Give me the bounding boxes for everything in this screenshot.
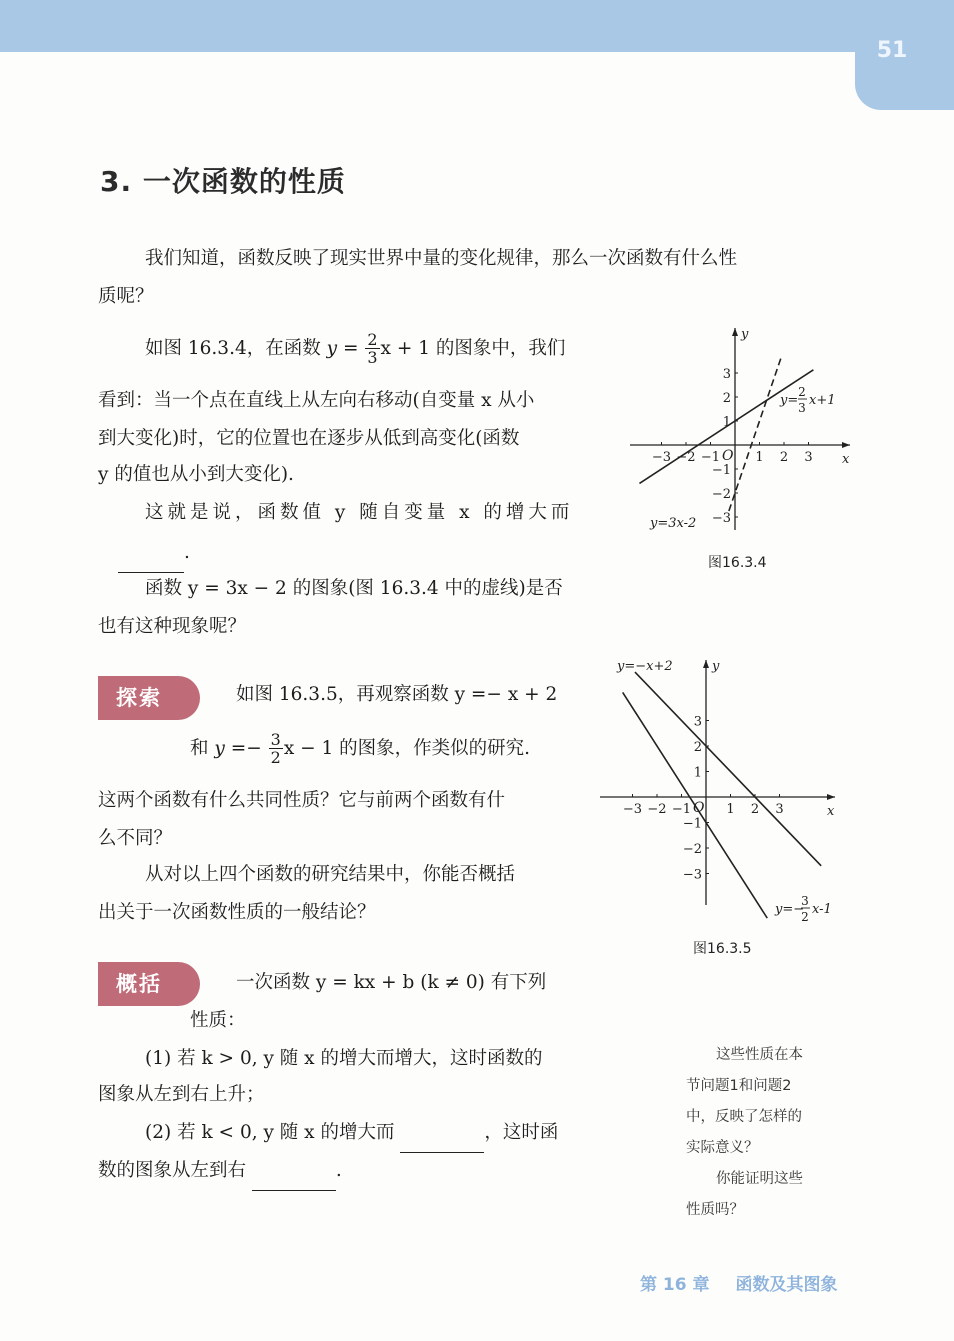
item2-end: . [335,1160,342,1181]
intro-line-1: 我们知道，函数反映了现实世界中量的变化规律，那么一次函数有什么性 [145,248,738,269]
figure-caption-16-3-4: 图16.3.4 [708,555,767,571]
para2-line-1: 这就是说，函数值 y 随自变量 x 的增大而 [145,502,574,523]
note-line: 中，反映了怎样的 [686,1109,802,1125]
summary-item-1-a: (1) 若 k > 0, y 随 x 的增大而增大，这时函数的 [145,1048,543,1069]
explore-line-3: 这两个函数有什么共同性质？它与前两个函数有什 [98,790,506,811]
note-line: 实际意义？ [686,1140,759,1156]
x-tick-label: 3 [804,450,813,465]
series-label-1-den: 3 [798,401,806,415]
series-label-2: y=− [775,902,805,917]
frac-den: 2 [270,748,281,767]
series-label-1-tail: x+1 [809,393,836,408]
item2-b-text: 数的图象从左到右 [98,1160,247,1181]
x-tick-label: 1 [755,450,764,465]
x-tick-label: −2 [647,802,667,817]
intro-line-2: 质呢？ [98,286,154,307]
summary-tag: 概括 [98,962,200,1006]
figure-16-3-5 [595,650,865,935]
explore-line-4: 么不同？ [98,828,173,849]
explore-tag: 探索 [98,676,200,720]
x-tick-label: 2 [779,450,789,465]
explore-line-1: 如图 16.3.5，再观察函数 y =− x + 2 [236,684,558,705]
origin-label: O [693,800,705,816]
y-tick-label: 1 [722,415,731,430]
para2-period: . [184,542,190,563]
x-axis-label: x [827,804,835,819]
fraction-2-3 [365,332,379,366]
series-label-1: y= [780,393,799,408]
x-axis-arrow-icon [827,794,835,800]
note-line: 性质吗？ [686,1202,744,1218]
origin-label: O [722,448,734,464]
footer-chapter: 第 16 章 [640,1275,710,1295]
page-number: 51 [876,38,908,63]
section-title: 3. 一次函数的性质 [100,165,346,198]
explore-line-6: 出关于一次函数性质的一般结论？ [98,902,376,923]
item2-mid: ，这时函 [484,1122,559,1143]
explore-y-eq: y =− [214,738,262,759]
explore-line-2-end: x − 1 的图象，作类似的研究. [283,738,531,759]
para1-y-eq: y = [326,338,359,359]
para1-line-3: 到大变化)时，它的位置也在逐步从低到高变化(函数 [98,428,520,449]
note-line: 这些性质在本 [716,1047,803,1063]
x-tick-label: −1 [671,802,692,817]
para1-text-b: x + 1 的图象中，我们 [380,338,566,359]
answer-blank-2[interactable] [400,1114,484,1153]
y-tick-label: −3 [711,511,731,526]
x-tick-label: −1 [700,450,721,465]
answer-blank-1[interactable] [118,534,184,573]
series-line-1 [635,672,821,866]
y-axis-arrow-icon [732,328,738,336]
x-tick-label: −3 [651,450,672,465]
series-label-2-tail: x-1 [812,902,832,917]
figure-16-3-4 [620,320,860,550]
x-tick-label: 1 [726,802,735,817]
footer [640,1270,864,1295]
fraction-3-2 [269,732,283,766]
y-tick-label: 3 [722,367,731,382]
summary-line-2: 性质： [190,1010,246,1031]
item2-text: (2) 若 k < 0, y 随 x 的增大而 [145,1122,395,1143]
para1-line-2: 看到：当一个点在直线上从左向右移动(自变量 x 从小 [98,390,535,411]
y-tick-label: 2 [693,740,702,755]
explore-and: 和 [190,738,209,759]
x-tick-label: 3 [775,802,784,817]
x-axis-arrow-icon [842,442,850,448]
y-tick-label: −3 [682,867,702,883]
y-tick-label: 1 [693,765,702,781]
summary-item-1-b: 图象从左到右上升； [98,1084,265,1105]
y-tick-label: 2 [722,391,731,406]
para2-line-2 [118,534,190,573]
series-label-2: y=3x-2 [650,516,697,531]
x-tick-label: 2 [750,802,760,817]
summary-line-1: 一次函数 y = kx + b (k ≠ 0) 有下列 [236,972,547,993]
note-line: 节问题1和问题2 [686,1078,792,1094]
y-tick-label: 3 [693,714,702,730]
y-axis-label: y [741,327,749,342]
y-tick-label: −2 [682,842,702,857]
series-label-2-den: 2 [801,910,809,924]
footer-title: 函数及其图象 [735,1275,838,1295]
para3-line-1: 函数 y = 3x − 2 的图象(图 16.3.4 中的虚线)是否 [145,578,563,599]
para3-line-2: 也有这种现象呢？ [98,616,247,637]
header-band [0,0,954,52]
y-tick-label: −1 [682,816,702,832]
x-axis-label: x [842,452,850,467]
series-label-1-num: 2 [798,385,806,399]
x-tick-label: −2 [676,450,696,465]
y-axis-arrow-icon [703,660,709,668]
note-line: 你能证明这些 [716,1171,803,1187]
para1-text-a: 如图 16.3.4，在函数 [145,338,321,359]
summary-item-2-b [98,1152,342,1191]
frac-den: 3 [367,348,378,367]
series-label-2-num: 3 [801,894,809,908]
frac-num: 3 [270,730,281,749]
y-tick-label: −2 [711,487,731,502]
series-label-1: y=−x+2 [617,659,673,674]
explore-line-2 [190,730,530,768]
answer-blank-3[interactable] [252,1152,336,1191]
para1-line-1 [145,330,565,368]
y-axis-label: y [712,659,720,674]
explore-line-5: 从对以上四个函数的研究结果中，你能否概括 [145,864,516,885]
series-line-2 [729,356,782,511]
y-tick-label: −1 [711,463,731,478]
para1-line-4: y 的值也从小到大变化). [98,464,294,485]
side-note [686,1040,836,1226]
figure-caption-16-3-5: 图16.3.5 [693,941,752,957]
summary-item-2-a [145,1114,558,1153]
x-tick-label: −3 [622,802,643,817]
frac-num: 2 [367,330,378,349]
